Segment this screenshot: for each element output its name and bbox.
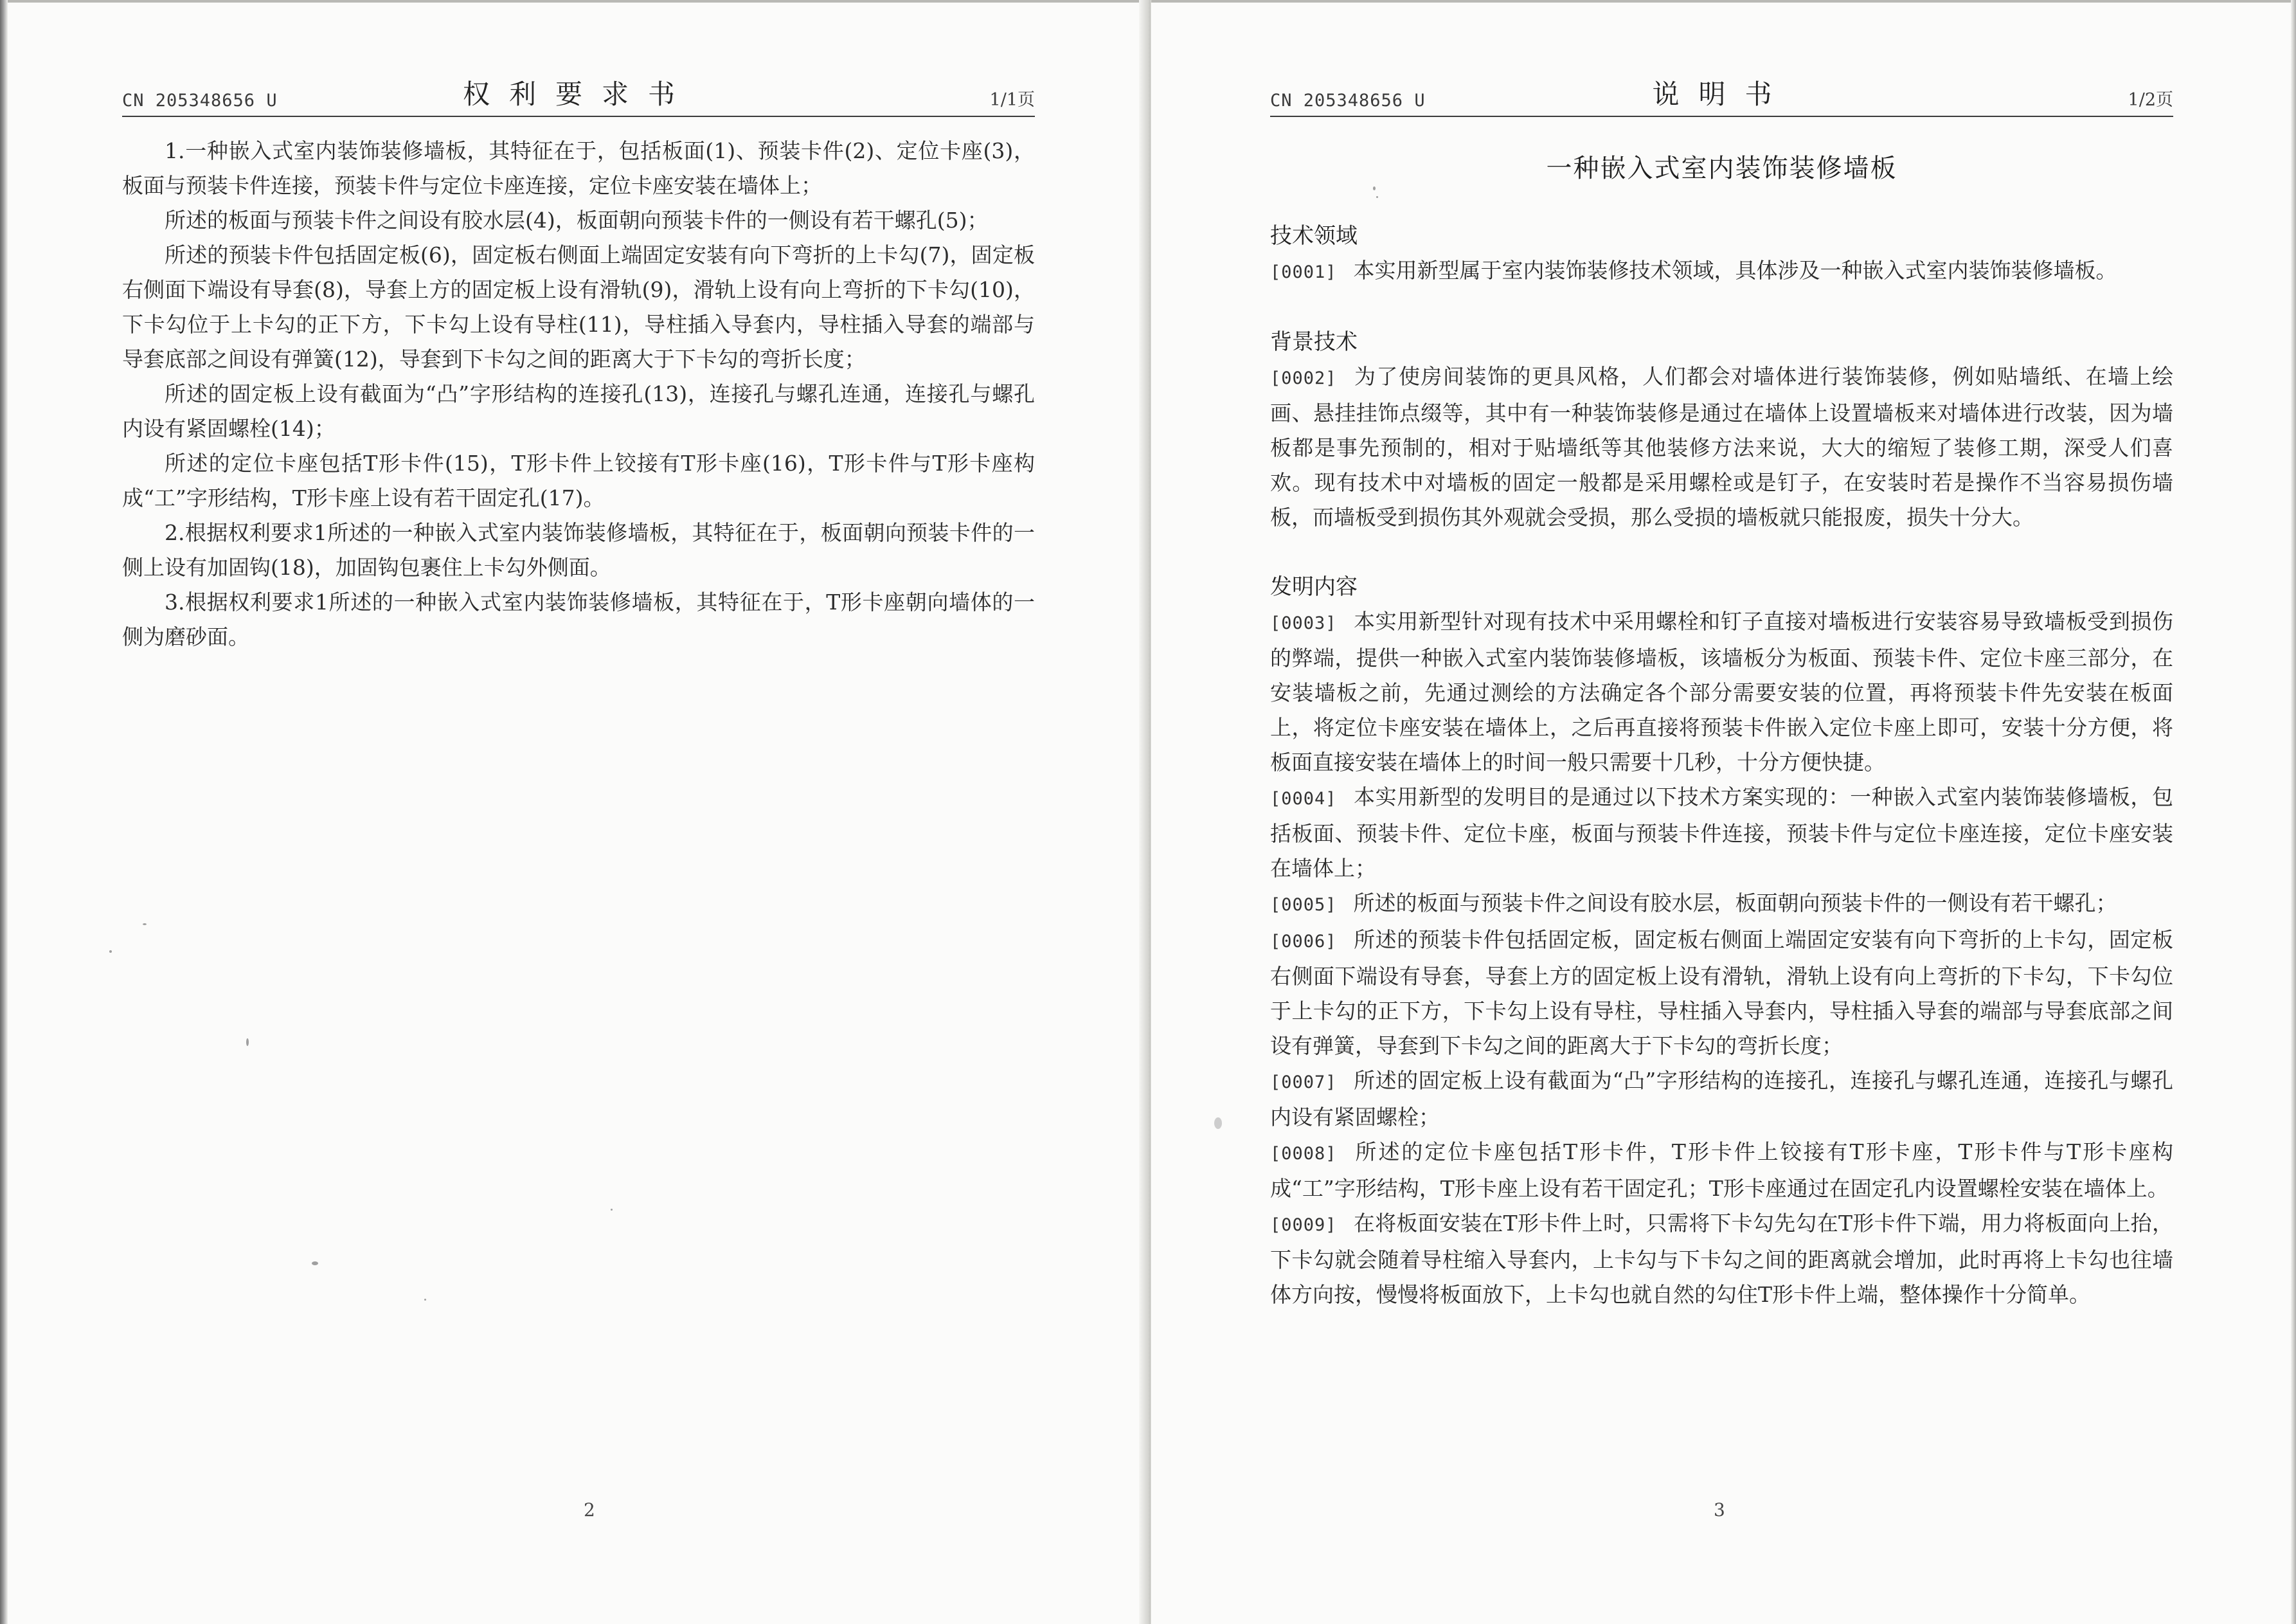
scan-edge-top — [1151, 0, 2296, 3]
scan-speck — [424, 1299, 426, 1301]
scan-speck — [1214, 1117, 1222, 1129]
claims-body — [122, 134, 1035, 654]
page-indicator: 1/1页 — [989, 90, 1035, 110]
scan-edge-left — [0, 0, 8, 1624]
paragraph-text: 为了使房间装饰的更具风格，人们都会对墙体进行装饰装修，例如贴墙纸、在墙上绘画、悬挂挂饰点缀等，其中有一种装饰装修是通过在墙体上设置墙板来对墙体进行改装，因为墙板都是事先预制的，相对于贴墙纸等其他装修方法来说，大大的缩短了装修工期，深受人们喜欢。现有技术中对墙板的固定一般都是采用螺栓或是钉子，在安装时若是操作不当容易损伤墙板，而墙板受到损伤其外观就会受损，那么受损的墙板就只能报废，损失十分大。 — [1270, 364, 2173, 530]
scan-speck — [143, 923, 147, 925]
paragraph-number: [0008] — [1270, 1144, 1337, 1164]
scan-speck — [109, 950, 112, 953]
description-paragraph — [1270, 886, 2173, 923]
scan-speck — [312, 1261, 318, 1265]
claim-paragraph: 所述的固定板上设有截面为“凸”字形结构的连接孔(13)，连接孔与螺孔连通，连接孔与螺孔内设有紧固螺栓(14)； — [122, 381, 1035, 441]
description-page — [1151, 0, 2296, 1624]
paragraph-number: [0006] — [1270, 932, 1337, 952]
paragraph-number: [0002] — [1270, 368, 1337, 388]
scan-edge-right — [2291, 0, 2296, 1624]
paragraph-number: [0003] — [1270, 613, 1337, 633]
scan-edge-top — [0, 0, 1150, 3]
section-heading-invention: 发明内容 — [1270, 574, 1358, 600]
section-heading-background: 背景技术 — [1270, 329, 1358, 355]
paragraph-text: 本实用新型属于室内装饰装修技术领域，具体涉及一种嵌入式室内装饰装修墙板。 — [1353, 258, 2117, 283]
description-paragraph — [1270, 923, 2173, 1063]
paragraph-text: 所述的定位卡座包括T形卡件，T形卡件上铰接有T形卡座，T形卡件与T形卡座构成“工”字形结构，T形卡座上设有若干固定孔；T形卡座通过在固定孔内设置螺栓安装在墙体上。 — [1270, 1139, 2173, 1201]
scan-speck — [1373, 186, 1376, 190]
claims-page-header — [122, 71, 1035, 117]
page-number: 2 — [584, 1499, 595, 1520]
paragraph-text: 在将板面安装在T形卡件上时，只需将下卡勾先勾在T形卡件下端，用力将板面向上抬，下卡勾就会随着导柱缩入导套内，上卡勾与下卡勾之间的距离就会增加，此时再将上卡勾也往墙体方向按，慢慢将板面放下，上卡勾也就自然的勾住T形卡件上端，整体操作十分简单。 — [1270, 1211, 2173, 1307]
paragraph-number: [0005] — [1270, 895, 1337, 915]
claim-paragraph: 2.根据权利要求1所述的一种嵌入式室内装饰装修墙板，其特征在于，板面朝向预装卡件的一侧上设有加固钩(18)，加固钩包裹住上卡勾外侧面。 — [122, 520, 1035, 580]
claim-paragraph: 所述的定位卡座包括T形卡件(15)，T形卡件上铰接有T形卡座(16)，T形卡件与T形卡座构成“工”字形结构，T形卡座上设有若干固定孔(17)。 — [122, 451, 1035, 510]
description-paragraph — [1270, 604, 2173, 780]
claim-paragraph: 3.根据权利要求1所述的一种嵌入式室内装饰装修墙板，其特征在于，T形卡座朝向墙体的一侧为磨砂面。 — [122, 590, 1035, 649]
page-title: 说明书 — [1652, 78, 1791, 110]
paragraph-number: [0009] — [1270, 1215, 1337, 1235]
claim-paragraph: 所述的板面与预装卡件之间设有胶水层(4)，板面朝向预装卡件的一侧设有若干螺孔(5)； — [165, 208, 989, 233]
doc-number: CN 205348656 U — [1270, 91, 1426, 111]
paragraph-text: 所述的预装卡件包括固定板，固定板右侧面上端固定安装有向下弯折的上卡勾，固定板右侧面下端设有导套，导套上方的固定板上设有滑轨，滑轨上设有向上弯折的下卡勾，下卡勾位于上卡勾的正下方，下卡勾上设有导柱，导柱插入导套内，导柱插入导套的端部与导套底部之间设有弹簧，导套到下卡勾之间的距离大于下卡勾的弯折长度； — [1270, 927, 2173, 1058]
description-paragraph — [1270, 1206, 2173, 1312]
claim-paragraph: 所述的预装卡件包括固定板(6)，固定板右侧面上端固定安装有向下弯折的上卡勾(7)，固定板右侧面下端设有导套(8)，导套上方的固定板上设有滑轨(9)，滑轨上设有向上弯折的下卡勾(10)，下卡勾位于上卡勾的正下方，下卡勾上设有导柱(11)，导柱插入导套内，导柱插入导套的端部与导套底部之间设有弹簧(12)，导套到下卡勾之间的距离大于下卡勾的弯折长度； — [122, 242, 1035, 372]
paragraph-text: 本实用新型针对现有技术中采用螺栓和钉子直接对墙板进行安装容易导致墙板受到损伤的弊端，提供一种嵌入式室内装饰装修墙板，该墙板分为板面、预装卡件、定位卡座三部分，在安装墙板之前，先通过测绘的方法确定各个部分需要安装的位置，再将预装卡件先安装在板面上，将定位卡座安装在墙体上，之后再直接将预装卡件嵌入定位卡座上即可，安装十分方便，将板面直接安装在墙体上的时间一般只需要十几秒，十分方便快捷。 — [1270, 609, 2173, 775]
paragraph-number: [0007] — [1270, 1072, 1337, 1092]
page-title: 权利要求书 — [462, 78, 694, 110]
paragraph-number: [0004] — [1270, 789, 1337, 809]
description-body — [1270, 219, 2173, 1312]
claim-paragraph: 1.一种嵌入式室内装饰装修墙板，其特征在于，包括板面(1)、预装卡件(2)、定位卡座(3)，板面与预装卡件连接，预装卡件与定位卡座连接，定位卡座安装在墙体上； — [122, 138, 1035, 198]
section-heading-technical-field: 技术领域 — [1270, 223, 1358, 249]
doc-number: CN 205348656 U — [122, 91, 278, 111]
paragraph-text: 所述的板面与预装卡件之间设有胶水层，板面朝向预装卡件的一侧设有若干螺孔； — [1353, 890, 2117, 916]
page-number: 3 — [1714, 1499, 1725, 1520]
scan-speck — [611, 1209, 613, 1211]
scan-speck — [246, 1038, 249, 1046]
description-paragraph — [1270, 253, 2173, 290]
description-paragraph — [1270, 780, 2173, 886]
paragraph-text: 本实用新型的发明目的是通过以下技术方案实现的：一种嵌入式室内装饰装修墙板，包括板面、预装卡件、定位卡座，板面与预装卡件连接，预装卡件与定位卡座连接，定位卡座安装在墙体上； — [1270, 784, 2173, 881]
description-paragraph — [1270, 359, 2173, 535]
paragraph-number: [0001] — [1270, 262, 1337, 282]
scan-speck — [1376, 196, 1378, 198]
description-paragraph — [1270, 1063, 2173, 1135]
document-title: 一种嵌入式室内装饰装修墙板 — [1546, 154, 1897, 183]
paragraph-text: 所述的固定板上设有截面为“凸”字形结构的连接孔，连接孔与螺孔连通，连接孔与螺孔内设有紧固螺栓； — [1270, 1068, 2173, 1130]
page-indicator: 1/2页 — [2128, 90, 2173, 110]
description-page-header — [1270, 71, 2173, 117]
description-paragraph — [1270, 1135, 2173, 1206]
